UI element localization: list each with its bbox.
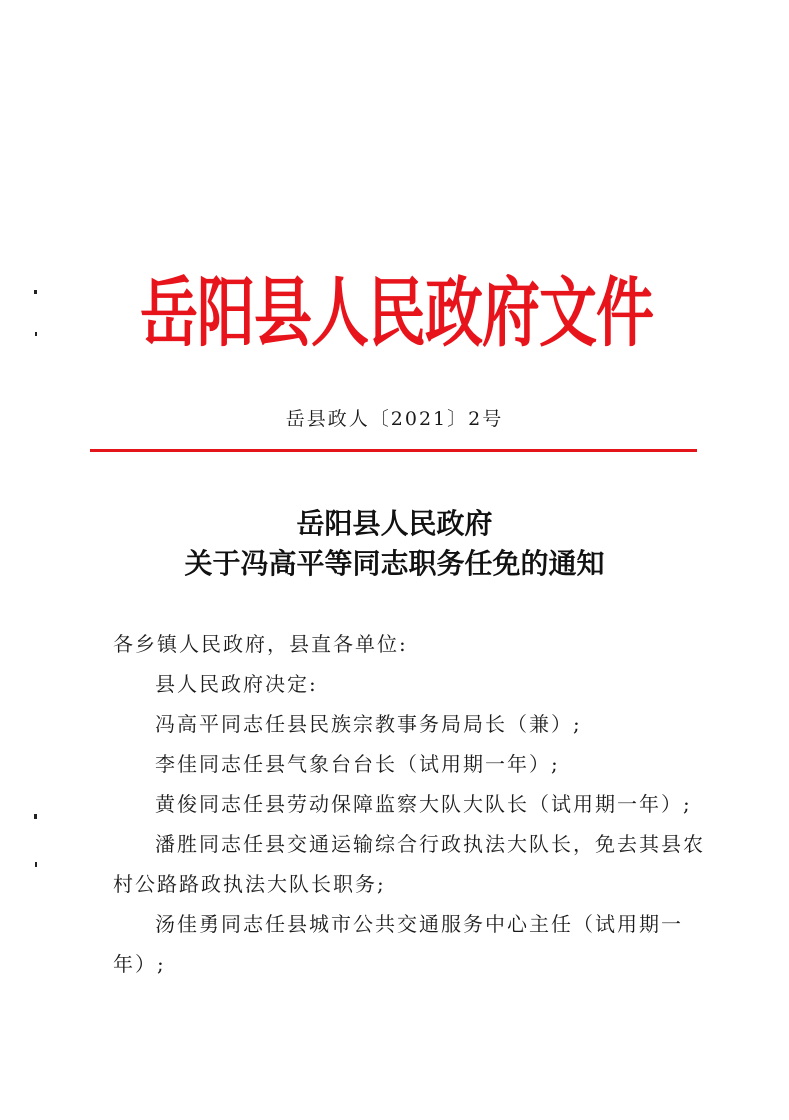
binding-mark bbox=[35, 332, 37, 336]
document-masthead: 岳阳县人民政府文件 bbox=[140, 268, 654, 358]
red-divider bbox=[90, 449, 697, 452]
title-line-1: 岳阳县人民政府 bbox=[296, 507, 493, 540]
binding-mark bbox=[34, 814, 37, 819]
document-body bbox=[113, 624, 713, 984]
paragraph: 黄俊同志任县劳动保障监察大队大队长（试用期一年）; bbox=[155, 792, 692, 816]
title-line-2: 关于冯高平等同志职务任免的通知 bbox=[184, 547, 605, 580]
paragraph: 冯高平同志任县民族宗教事务局局长（兼）; bbox=[155, 712, 582, 736]
binding-mark bbox=[34, 290, 37, 294]
paragraph: 潘胜同志任县交通运输综合行政执法大队长，免去其县农村公路路政执法大队长职务; bbox=[113, 832, 705, 896]
paragraph: 汤佳勇同志任县城市公共交通服务中心主任（试用期一年）; bbox=[113, 912, 683, 976]
document-number: 岳县政人〔2021〕2号 bbox=[285, 408, 504, 430]
salutation: 各乡镇人民政府，县直各单位: bbox=[113, 632, 408, 656]
binding-mark bbox=[35, 862, 37, 867]
paragraph: 县人民政府决定: bbox=[155, 672, 318, 696]
paragraph: 李佳同志任县气象台台长（试用期一年）; bbox=[155, 752, 560, 776]
